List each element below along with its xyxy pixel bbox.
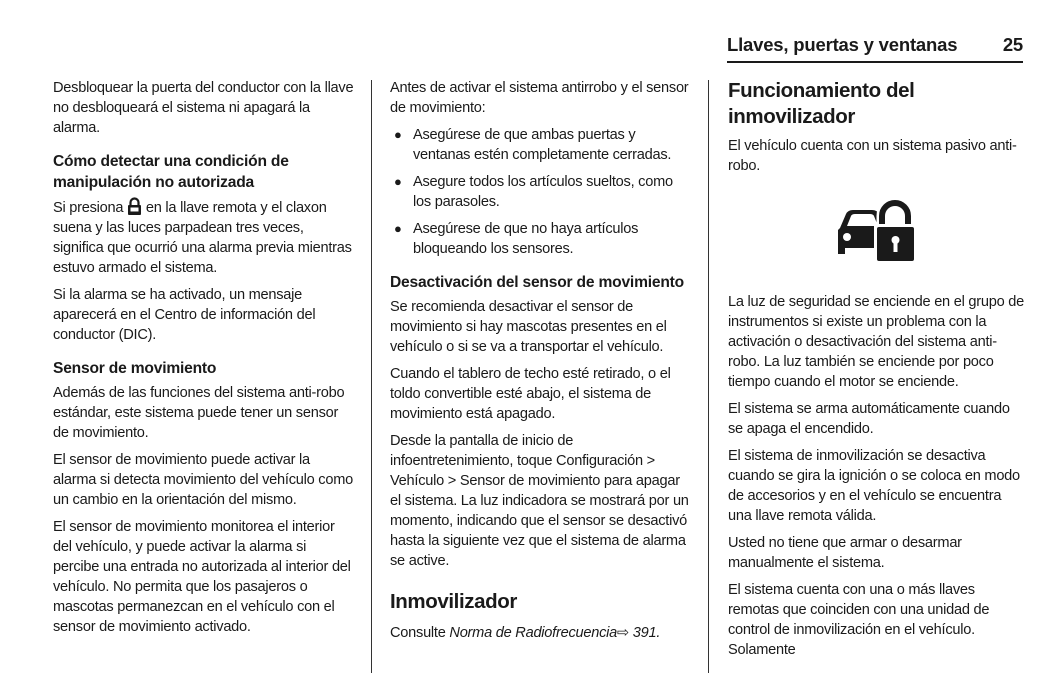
immobilizer-operation-heading: Funcionamiento del inmovilizador <box>728 79 915 128</box>
operation-paragraph-6: El sistema cuenta con una o más llaves remotas que coinciden con una unidad de control de inmovilización en el vehículo. Solamente <box>728 582 990 658</box>
page-arrow-icon: ⇨ <box>617 625 629 641</box>
operation-paragraph-4: El sistema de inmovilización se desactiva cuando se gira la ignición o se coloca en modo de accesorios y en el vehículo se encuentra una llave remota válida. <box>728 448 1020 524</box>
running-header <box>727 32 1023 58</box>
bullet-icon: ● <box>394 221 402 236</box>
operation-paragraph-2: La luz de seguridad se enciende en el grupo de instrumentos si existe un problema con la activación o desactivación del sistema anti-robo. La luz también se enciende por poco tiempo cuando el motor se enciende. <box>728 294 1025 390</box>
tamper-heading: Cómo detectar una condición de manipulación no autorizada <box>53 153 289 191</box>
column-3 <box>728 78 1024 667</box>
operation-paragraph-5: Usted no tiene que armar o desarmar manualmente el sistema. <box>728 535 962 571</box>
motion-paragraph-1: Además de las funciones del sistema anti-robo estándar, este sistema puede tener un sensor de movimiento. <box>53 385 345 441</box>
list-item-text: Asegúrese de que ambas puertas y ventanas estén completamente cerradas. <box>413 127 672 163</box>
reference-link[interactable]: Norma de Radiofrecuencia <box>449 625 617 641</box>
security-light-figure <box>728 196 1024 264</box>
tamper-text-a: Si presiona <box>53 200 124 216</box>
reference-page: 391. <box>632 625 661 641</box>
column-1 <box>53 78 355 644</box>
list-item <box>390 172 690 212</box>
activation-intro: Antes de activar el sistema antirrobo y el sensor de movimiento: <box>390 80 689 116</box>
deactivate-paragraph-1: Se recomienda desactivar el sensor de movimiento si hay mascotas presentes en el vehículo o si se va a transportar el vehículo. <box>390 299 667 355</box>
list-item <box>390 219 690 259</box>
immobilizer-heading: Inmovilizador <box>390 590 517 613</box>
lock-icon <box>127 197 142 215</box>
operation-paragraph-1: El vehículo cuenta con un sistema pasivo anti-robo. <box>728 138 1017 174</box>
operation-paragraph-3: El sistema se arma automáticamente cuando se apaga el encendido. <box>728 401 1010 437</box>
list-item <box>390 125 690 165</box>
reference-prefix: Consulte <box>390 625 450 641</box>
column-divider-1 <box>371 80 372 673</box>
checklist <box>390 125 690 259</box>
tamper-text-b: en la llave remota y el claxon suena y las luces parpadean tres veces, significa que ocurrió una alarma previa mientras estuvo armado el sistema. <box>53 200 352 276</box>
tamper-paragraph-2: Si la alarma se ha activado, un mensaje aparecerá en el Centro de información del conductor (DIC). <box>53 287 316 343</box>
column-divider-2 <box>708 80 709 673</box>
bullet-icon: ● <box>394 174 402 189</box>
deactivate-paragraph-2: Cuando el tablero de techo esté retirado, o el toldo convertible esté abajo, el sistema de movimiento está apagado. <box>390 366 671 422</box>
motion-heading: Sensor de movimiento <box>53 360 217 377</box>
header-rule <box>727 61 1023 63</box>
security-car-lock-icon <box>836 196 916 264</box>
column-2 <box>390 78 690 650</box>
deactivate-heading: Desactivación del sensor de movimiento <box>390 274 684 291</box>
intro-paragraph: Desbloquear la puerta del conductor con la llave no desbloqueará el sistema ni apagará la alarma. <box>53 80 354 136</box>
list-item-text: Asegúrese de que no haya artículos bloqueando los sensores. <box>413 221 639 257</box>
motion-paragraph-3: El sensor de movimiento monitorea el interior del vehículo, y puede activar la alarma si percibe una entrada no autorizada al interior del vehículo. No permita que los pasajeros o mascotas permanezcan en el vehículo con el sensor de movimiento activado. <box>53 519 351 635</box>
tamper-paragraph-1 <box>53 197 355 278</box>
immobilizer-reference <box>390 623 690 643</box>
motion-paragraph-2: El sensor de movimiento puede activar la alarma si detecta movimiento del vehículo como un cambio en la orientación del mismo. <box>53 452 353 508</box>
list-item-text: Asegure todos los artículos sueltos, como los parasoles. <box>413 174 673 210</box>
page-number: 25 <box>1002 34 1023 55</box>
bullet-icon: ● <box>394 127 402 142</box>
deactivate-paragraph-3: Desde la pantalla de inicio de infoentretenimiento, toque Configuración > Vehículo > Sensor de movimiento para apagar el sistema. La luz indicadora se mostrará por un momento, indicando que el sensor se desactivó hasta la siguiente vez que el sistema de alarma se active. <box>390 433 689 569</box>
section-title: Llaves, puertas y ventanas <box>727 34 958 55</box>
